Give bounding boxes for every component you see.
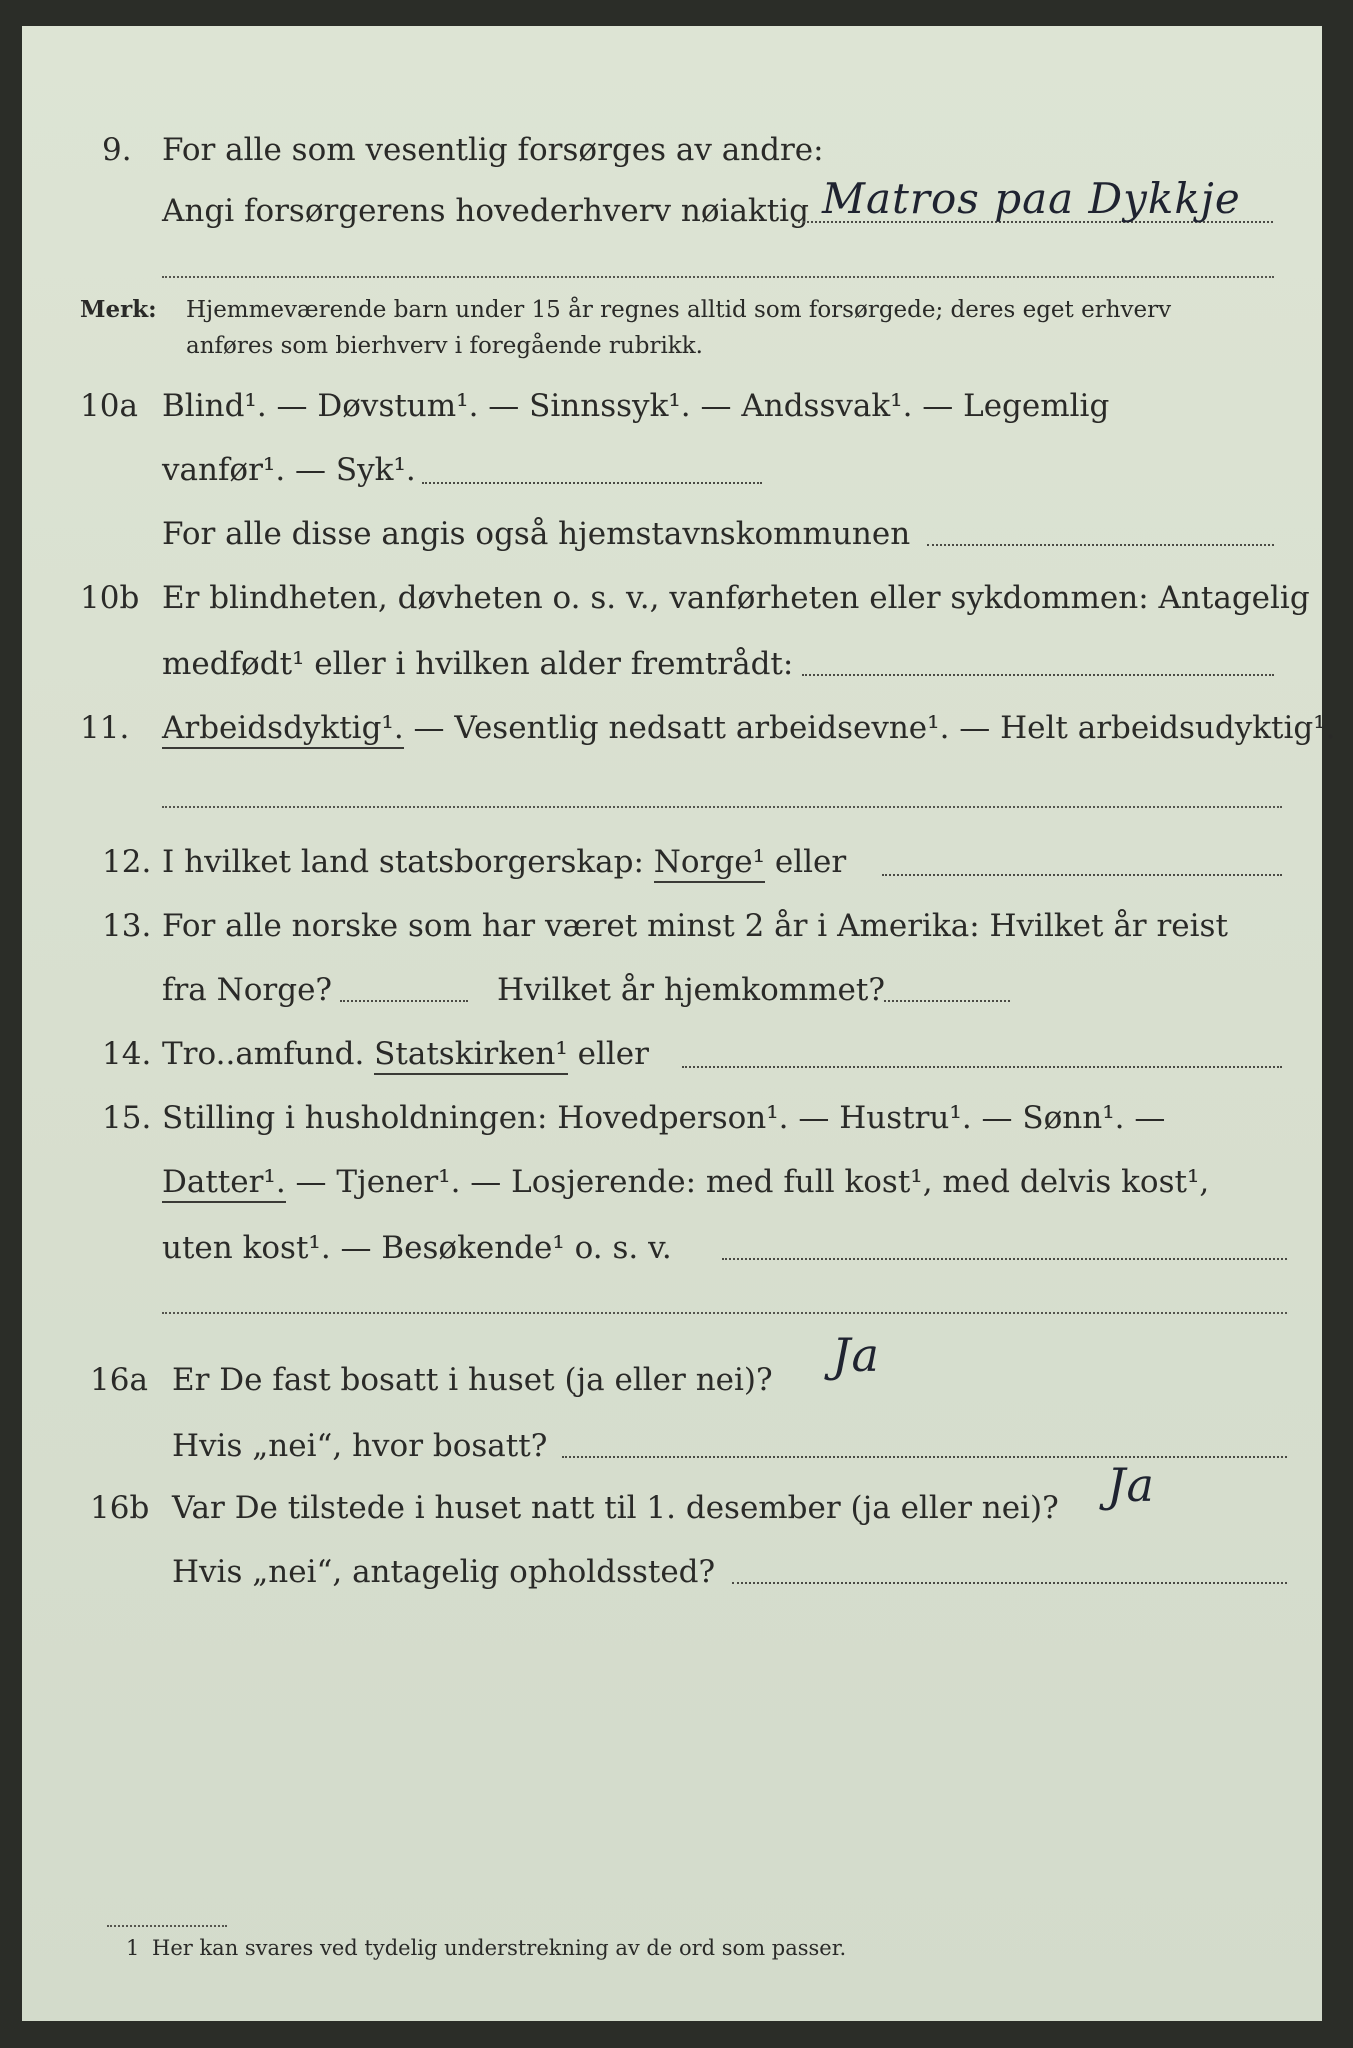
q16a-number: 16a	[90, 1362, 148, 1398]
q14-line	[162, 1034, 649, 1074]
q9-line2: Angi forsørgerens hovederhverv nøiaktig	[162, 193, 809, 229]
q16a-handwritten-answer: Ja	[832, 1328, 880, 1382]
q10a-number: 10a	[80, 388, 138, 424]
footnote-mark: 1	[126, 1936, 140, 1960]
q13-reist-line	[340, 1000, 468, 1002]
q12-pre: I hvilket land statsborgerskap:	[162, 844, 654, 880]
q16a-answer-line	[562, 1456, 1287, 1458]
q15-underlined-option: Datter¹.	[162, 1164, 286, 1203]
q9-number: 9.	[102, 132, 132, 168]
q10b-answer-line	[802, 674, 1274, 676]
q16b-line1: Var De tilstede i huset natt til 1. desember (ja eller nei)?	[172, 1490, 1059, 1526]
q16b-number: 16b	[90, 1490, 150, 1526]
q10b-line1: Er blindheten, døvheten o. s. v., vanførheten eller sykdommen: Antagelig	[162, 580, 1310, 616]
q10a-line2: vanfør¹. — Syk¹.	[162, 452, 416, 488]
q12-underlined-option: Norge¹	[654, 844, 765, 883]
q16a-line2: Hvis „nei“, hvor bosatt?	[172, 1428, 548, 1464]
q16b-handwritten-answer: Ja	[1107, 1458, 1155, 1512]
q16a-line1: Er De fast bosatt i huset (ja eller nei)?	[172, 1362, 773, 1398]
q10a-line1: Blind¹. — Døvstum¹. — Sinnssyk¹. — Andssvak¹. — Legemlig	[162, 388, 1110, 424]
q13-number: 13.	[102, 908, 152, 944]
census-form-page	[22, 26, 1336, 2021]
q11-blank-line	[162, 806, 1282, 808]
q14-pre: Tro..amfund.	[162, 1036, 375, 1072]
q12-line	[162, 842, 846, 882]
q15-line2-rest: — Tjener¹. — Losjerende: med full kost¹, med delvis kost¹,	[285, 1164, 1210, 1200]
q9-blank-line	[162, 276, 1274, 278]
footnote-rule	[107, 1925, 227, 1927]
q10a-line3: For alle disse angis også hjemstavnskommunen	[162, 516, 911, 552]
q15-answer-line	[722, 1258, 1287, 1260]
q11-rest: — Vesentlig nedsatt arbeidsevne¹. — Helt arbeidsudyktig¹.	[403, 710, 1336, 746]
footnote-text: Her kan svares ved tydelig understrekning av de ord som passer.	[152, 1936, 847, 1960]
q10a-syk-line	[422, 482, 762, 484]
q13-line1: For alle norske som har været minst 2 år i Amerika: Hvilket år reist	[162, 908, 1228, 944]
q10b-number: 10b	[80, 580, 140, 616]
merk-label: Merk:	[80, 296, 157, 323]
q15-line3: uten kost¹. — Besøkende¹ o. s. v.	[162, 1230, 672, 1266]
q13-hjemkommet-line	[884, 1000, 1010, 1002]
q10a-kommune-line	[927, 544, 1274, 546]
merk-block	[80, 294, 157, 326]
q13-line2b: Hvilket år hjemkommet?	[497, 972, 885, 1008]
q12-post: eller	[765, 844, 847, 880]
q16b-answer-line	[732, 1582, 1287, 1584]
q10b-line2: medfødt¹ eller i hvilken alder fremtrådt:	[162, 646, 794, 682]
q14-answer-line	[682, 1066, 1282, 1068]
q15-number: 15.	[102, 1100, 152, 1136]
q15-line1: Stilling i husholdningen: Hovedperson¹. — Hustru¹. — Sønn¹. —	[162, 1100, 1166, 1136]
q14-underlined-option: Statskirken¹	[374, 1036, 568, 1075]
q15-line2	[162, 1162, 1209, 1202]
q9-line1: For alle som vesentlig forsørges av andre:	[162, 132, 824, 168]
q11-number: 11.	[80, 710, 130, 746]
q11-line	[162, 708, 1336, 748]
merk-line1: Hjemmeværende barn under 15 år regnes alltid som forsørgede; deres eget erhverv	[186, 297, 1172, 323]
q11-underlined-option: Arbeidsdyktig¹.	[162, 710, 404, 749]
q12-answer-line	[882, 874, 1282, 876]
q14-number: 14.	[102, 1036, 152, 1072]
q12-number: 12.	[102, 844, 152, 880]
merk-line2: anføres som bierhverv i foregående rubrikk.	[186, 333, 703, 359]
q13-line2a: fra Norge?	[162, 972, 333, 1008]
q14-post: eller	[567, 1036, 649, 1072]
q9-handwritten-answer: Matros paa Dykkje	[822, 174, 1241, 223]
q16b-line2: Hvis „nei“, antagelig opholdssted?	[172, 1554, 716, 1590]
q15-blank-line	[162, 1312, 1287, 1314]
